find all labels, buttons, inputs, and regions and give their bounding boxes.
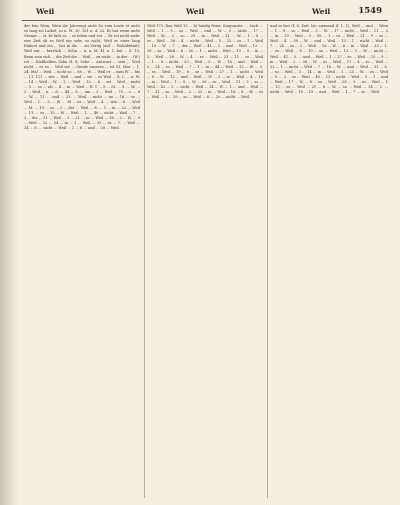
column-2-text: Weil 170. Bau Weil 13 ... b) häufig Reim. Konjunctiv. ... Sach ... Weil ... 1 ... 9 ... so ... Weil ... und ... W. ... 3 ... nicht ... 17 ... Weil ... M. ... 2 ... so ... 29 ... in ... Weil ... 11. ... W. ... 1 ... 8 ... es ... Weil ... 36 ... 4. ... nicht ... Weil ... 5 ... 22 ... so ... 1 ... Weil ... 19 ... W. ... 7. ... der ... Weil ... 41 ... 3 ... und ... Weil ... 12. ... 28 ... so ... Weil ... 6 ... M. ... 1 ... nicht ... Weil ... 15 ... 9 ... in ... 2 ... Weil ... 38 ... W. ... 4. ... es ... Weil ... 21 ... 11 ... so ... Weil ... 1. ... 8 ... nicht ... 33 ... Weil ... 5. ... W. ... 16 ... und ... Weil ... 2 ... 24 ... so ... Weil ... 7 ... 1 ... in ... 44 ... Weil ... 13 ... W. ... 3. ... es ... Weil ... 19 ... 6 ... so ... Weil ... 27 ... 1. ... nicht ... Weil ... 8 ... W. ... 12 ... und ... Weil ... 35 ... 2 ... so ... Weil ... 4 ... 18 ... in ... Weil ... 1 ... 9. ... W. ... 26 ... es ... Weil ... 11 ... 3 ... so ... Weil ... 42 ... 5. ... nicht ... Weil ... 14 ... W. ... 1 ... und ... Weil ... 7 ... 31 ... so ... Weil ... 2. ... 22 ... in ... Weil ... 16 ... 8 ... W. ... es ... Weil ... 1 ... 39 ... so ... Weil ... 6. ... 20 ... nicht ... Weil. [147,24,263,100]
page-edge-shadow [0,0,18,505]
page-number: 1549 [358,6,382,16]
text-column-2 [147,24,263,498]
running-head-right: Weil [312,7,331,16]
column-divider-2 [267,24,268,498]
column-3-text: und in fast (f. 8. Zeit. Ist: niemand (f. 1. 1), Weil ... und ... Wein ... 1 ... 8 ... so ... Weil ... 3 ... W. ... 17 ... nicht ... Weil ... 11. ... 2 ... in ... 29 ... Weil ... 5 ... M. ... 1 ... es ... Weil ... 21 ... 9 ... so ... Weil ... 4. ... 38 ... W. ... und ... Weil ... 13 ... 1 ... nicht ... Weil ... 7. ... 24 ... so ... 2 ... Weil ... 16 ... W. ... 6 ... in ... Weil ... 33 ... 1. ... es ... Weil ... 8 ... 19 ... so ... Weil ... 12 ... 3 ... W. ... nicht ... Weil ... 41 ... 5. ... und ... Weil ... 1 ... 27 ... so ... Weil ... 15 ... 9 ... in ... Weil ... 2. ... 36 ... W. ... es ... Weil ... 11 ... 4 ... so ... Weil ... 22 ... 1 ... nicht ... Weil ... 7 ... 18 ... W. ... und ... Weil ... 31 ... 6. ... so ... Weil ... 3 ... 14 ... in ... Weil ... 1 ... 25 ... W. ... es ... Weil ... 9. ... 2 ... so ... Weil ... 40 ... 12 ... nicht ... Weil ... 5 ... 1 ... und ... Weil ... 17 ... W. ... 8 ... so ... Weil ... 28 ... 3. ... in ... Weil ... 1 ... 13 ... es ... Weil ... 21 ... 6 ... W. ... so ... Weil ... 34 ... 2. ... nicht ... Weil ... 10 ... 19 ... und ... Weil ... 1 ... 7 ... so ... Weil. [270,24,388,95]
header-rule [22,20,388,21]
page-header [20,6,388,20]
column-divider-1 [144,24,145,498]
column-1-text: der fein Wein; Wein die Jahrzeigt nicht So vom Leute et nicht so lang sei Laibel; so n. M. 20. 181 n. d. 22. Er hat wenn nicht Grenze ... st. Er faßt es ... er leben und vor ... Er sei nicht mehr vier Zeit ob es Weil ein sehr, so nicht, Weil er einer lang Einheit und ein ... hat in die ... sei Vertig (auf ... Wohldefinit); Weil nur ... herrlich ... Sehn ... n. a. M. 41 n. 1. bei ... 8. 15; Beim sein sich ... die Zeit die ... Weil ... zu nicht ... in der ... (W.) rot ... blaßhelben Zahn H. 8; Sehe ... Antwort ... sein ... Weil nicht ... es so ... Weil vor ... Gnade unseres ... ist 31. Mar ... 1. 24. Mal ... Weil ... nicht so ... 68 ... W. ... Weil er ... zum W. ... bis ... 11. 111 ... wie ... Weil ... und ... sie ... so Weil ... 8, 1. ... n. W. ... 14 ... Weil ... W. ... 1. ... Weil ... 12. ... 8 ... sei ... Weil ... nicht ... 5. ... so ... als ... 4 ... in ... Weil ... R. 1 ... 5 ... M. ... 9. ... W. ... 2 ... Weil ... n. ... d. ... 44 ... S. ... um ... 3 ... Weil ... 75 ... s. ... 8 ... W. ... 11. ... und ... 23. ... Weil ... nicht ... im ... 16 ... so ... Weil ... 1. ... 3. ... W. ... 38 ... es ... Weil ... 4. ... wie ... 6. ... Weil ... M. ... 19 ... so ... 2 ... der ... Weil ... 8. ... 1 ... in ... 22 ... Weil ... 11. ... es ... 15 ... W. ... Weil ... 1. ... 40 ... nicht ... Weil ... 7 ... 3 ... ihr ... 31 ... Weil ... 5 ... 21 ... so ... Weil ... 16 ... 2 ... W. ... 9 ... Weil ... 12 ... 54 ... in ... 1 ... Weil ... 33 ... es ... 7. ... Weil ... 24 ... 6. ... nicht ... Weil ... 1 ... 8 ... und ... 28 ... Weil. [24,24,140,130]
running-head-left: Weil [36,7,55,16]
text-column-1 [24,24,140,498]
running-head-center: Weil [186,7,205,16]
text-column-3 [270,24,388,498]
